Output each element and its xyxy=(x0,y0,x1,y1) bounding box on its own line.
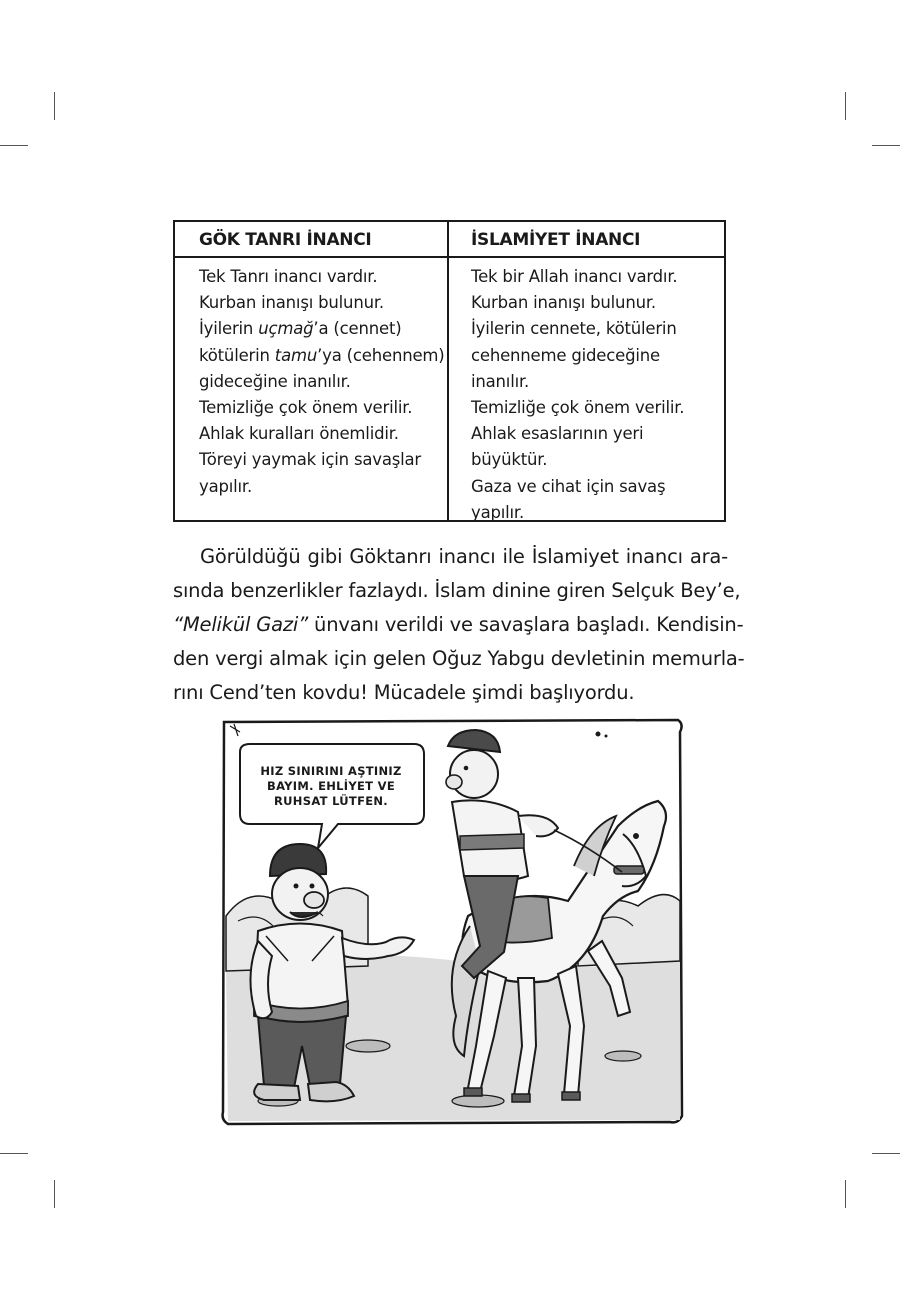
table-header-row xyxy=(175,222,724,258)
crop-mark-bottom-right-vertical xyxy=(845,1180,846,1208)
table-line: Kurban inanışı bulunur. xyxy=(471,293,656,313)
table-line: Ahlak esaslarının yeri xyxy=(471,424,644,444)
table-line: Ahlak kuralları önemlidir. xyxy=(199,424,399,444)
table-line: yapılır. xyxy=(199,476,253,496)
speech-balloon-text xyxy=(246,764,416,809)
table-body-row xyxy=(175,258,724,522)
paragraph-line: sında benzerlikler fazlaydı. İslam dinine giren Selçuk Bey’e, xyxy=(173,579,741,602)
table-line: yapılır. xyxy=(471,502,525,522)
crop-mark-bottom-left-horizontal xyxy=(0,1153,28,1154)
column-islamiyet xyxy=(449,258,724,522)
paragraph-line: Görüldüğü gibi Göktanrı inancı ile İslamiyet inancı ara- xyxy=(200,545,728,568)
stone xyxy=(452,1095,504,1107)
crop-mark-top-left-horizontal xyxy=(0,145,28,146)
table-line: cehenneme gideceğine xyxy=(471,345,660,365)
table-line: gideceğine inanılır. xyxy=(199,371,351,391)
text-run: ’ya (cehennem) xyxy=(317,345,445,365)
table-line: Tek bir Allah inancı vardır. xyxy=(471,267,678,286)
header-islamiyet: İSLAMİYET İNANCI xyxy=(471,230,641,250)
crop-mark-top-right-horizontal xyxy=(872,145,900,146)
text-run: ’a (cennet) xyxy=(313,319,402,339)
table-line xyxy=(199,343,447,369)
speech-line: HIZ SINIRINI AŞTINIZ xyxy=(260,764,402,778)
table-line: Töreyi yaymak için savaşlar xyxy=(199,450,422,470)
term-tamu: tamu xyxy=(274,345,318,365)
paragraph-line: rını Cend’ten kovdu! Mücadele şimdi başlıyordu. xyxy=(173,681,635,704)
table-line xyxy=(199,316,447,342)
title-melikul-gazi: “Melikül Gazi” xyxy=(173,613,309,636)
column-gok-tanri xyxy=(175,258,449,522)
crop-mark-top-left-vertical xyxy=(54,92,55,120)
crop-mark-bottom-left-vertical xyxy=(54,1180,55,1208)
text-run: İyilerin xyxy=(199,319,259,339)
table-line: büyüktür. xyxy=(471,450,548,470)
speech-line: RUHSAT LÜTFEN. xyxy=(274,794,388,808)
table-line: inanılır. xyxy=(471,371,530,391)
stone xyxy=(605,1051,641,1061)
table-line: Gaza ve cihat için savaş xyxy=(471,476,666,496)
crop-mark-bottom-right-horizontal xyxy=(872,1153,900,1154)
crop-mark-top-right-vertical xyxy=(845,92,846,120)
header-gok-tanri: GÖK TANRI İNANCI xyxy=(175,222,449,256)
table-line: Temizliğe çok önem verilir. xyxy=(199,398,413,418)
table-line: Tek Tanrı inancı vardır. xyxy=(199,267,378,286)
table-line: Temizliğe çok önem verilir. xyxy=(471,398,685,418)
paragraph-line: den vergi almak için gelen Oğuz Yabgu devletinin memurla- xyxy=(173,647,745,670)
stone xyxy=(346,1040,390,1052)
comparison-table xyxy=(173,220,726,522)
speech-line: BAYIM. EHLİYET VE xyxy=(267,779,395,793)
table-line: Kurban inanışı bulunur. xyxy=(199,293,384,313)
body-paragraph xyxy=(173,540,745,710)
cartoon-illustration xyxy=(218,716,688,1128)
term-ucmag: uçmağ xyxy=(258,319,314,339)
text-run: ünvanı verildi ve savaşlara başladı. Kendisin- xyxy=(308,613,744,636)
paragraph-line xyxy=(173,608,744,642)
text-run: kötülerin xyxy=(199,345,275,365)
table-line: İyilerin cennete, kötülerin xyxy=(471,319,677,339)
